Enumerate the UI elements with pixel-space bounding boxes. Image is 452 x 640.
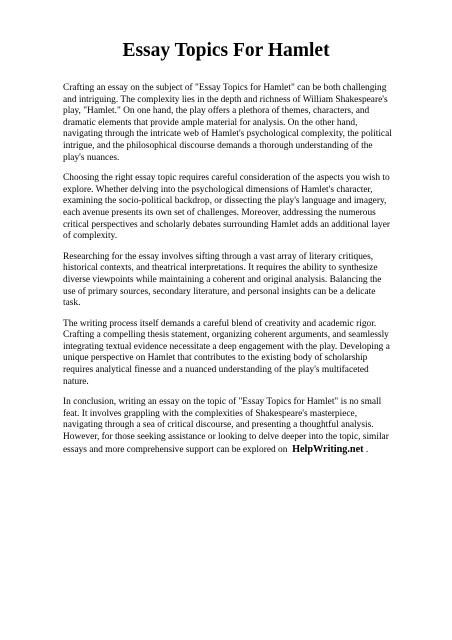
paragraph-research: Researching for the essay involves sifting through a vast array of literary critiques, historical contexts, and theatrical interpretations. It requires the ability to synthesize diverse viewpoints while maintaining a coherent and original analysis. Balancing the use of primary sources, secondary literature, and personal insights can be a delicate task. bbox=[63, 251, 382, 309]
helpwriting-link[interactable]: HelpWriting.net bbox=[292, 443, 364, 455]
paragraph-conclusion bbox=[63, 397, 393, 456]
paragraph-writing-process: The writing process itself demands a careful blend of creativity and academic rigor. Crafting a compelling thesis statement, organizing coherent arguments, and seamlessly integrating textual evidence necessitate a deep engagement with the play. Developing a unique perspective on Hamlet that contributes to the existing body of scholarship requires analytical finesse and a nuanced understanding of the play's multifaceted nature. bbox=[63, 318, 390, 387]
document-body bbox=[63, 83, 393, 465]
paragraph-topic-choice: Choosing the right essay topic requires careful consideration of the aspects you wish to explore. Whether delving into the psychological dimensions of Hamlet's character, examining the socio-political backdrop, or dissecting the play's language and imagery, each avenue presents its own set of challenges. Moreover, addressing the numerous critical perspectives and scholarly debates surrounding Hamlet adds an additional layer of complexity. bbox=[63, 173, 390, 242]
document-title: Essay Topics For Hamlet bbox=[122, 40, 330, 61]
conclusion-text: In conclusion, writing an essay on the topic of "Essay Topics for Hamlet" is no small feat. It involves grappling with the complexities of Shakespeare's masterpiece, navigating through a sea of critical discourse, and presenting a thoughtful analysis. However, for those seeking assistance or looking to delve deeper into the topic, similar essays and more comprehensive support can be explored on bbox=[63, 397, 389, 455]
paragraph-intro: Crafting an essay on the subject of "Essay Topics for Hamlet" can be both challenging and intriguing. The complexity lies in the depth and richness of William Shakespeare's play, "Hamlet." On one hand, the play offers a plethora of themes, characters, and dramatic elements that provide ample material for analysis. On the other hand, navigating through the intricate web of Hamlet's psychological complexity, the political intrigue, and the philosophical discourse demands a thorough understanding of the play's nuances. bbox=[63, 83, 392, 163]
conclusion-end: . bbox=[365, 444, 369, 455]
